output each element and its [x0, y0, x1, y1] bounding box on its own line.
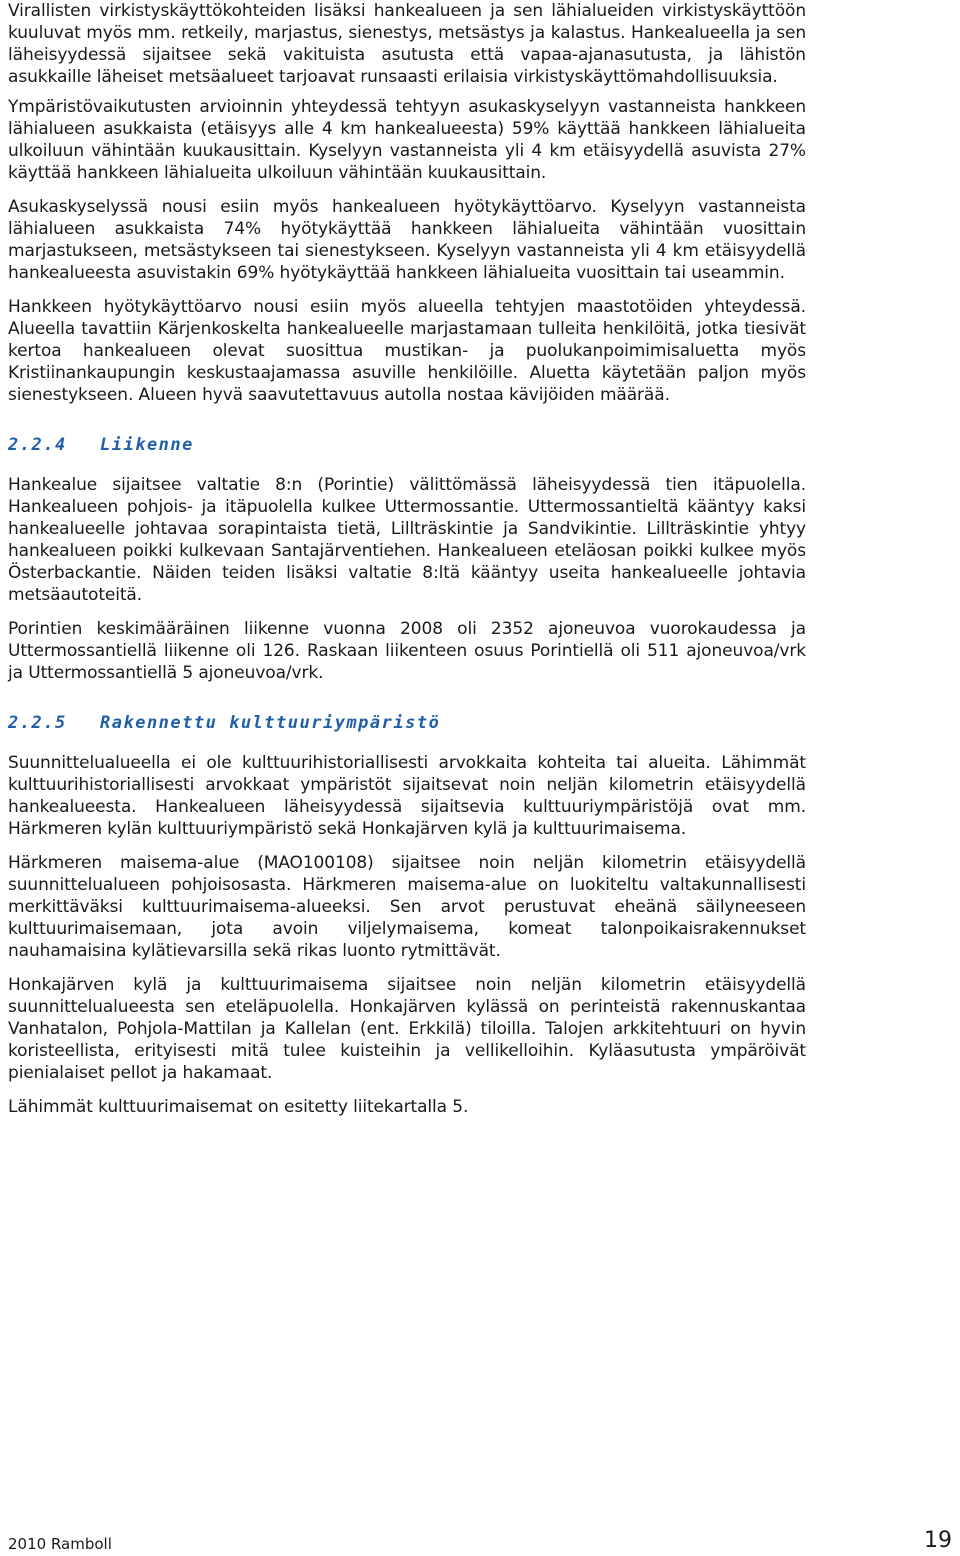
page-number: 19	[924, 1528, 952, 1553]
section-title: Rakennettu kulttuuriympäristö	[100, 713, 441, 733]
footer-company: 2010 Ramboll	[8, 1535, 112, 1553]
section-title: Liikenne	[100, 435, 194, 455]
section-number: 2.2.4	[8, 435, 67, 455]
paragraph: Suunnittelualueella ei ole kulttuurihistoriallisesti arvokkaita kohteita tai alueita. Lähimmät kulttuurihistoriallisesti arvokkaat ympäristöt sijaitsevat noin neljän kilometrin etäisyydellä hankealueesta. Hankealueen läheisyydessä sijaitsevia kulttuuriympäristöjä ovat mm. Härkmeren kylän kulttuuriympäristö sekä Honkajärven kylä ja kulttuurimaisema.	[8, 753, 806, 839]
section-heading-liikenne	[8, 434, 806, 456]
paragraph: Härkmeren maisema-alue (MAO100108) sijaitsee noin neljän kilometrin etäisyydellä suunnittelualueen pohjoisosasta. Härkmeren maisema-alue on luokiteltu valtakunnallisesti merkittäväksi kulttuurimaisema-alueeksi. Sen arvot perustuvat eheänä säilyneeseen kulttuurimaisemaan, jota avoin viljelymaisema, komeat talonpoikaisrakennukset nauhamaisina kylätievarsilla sekä rikas luonto rytmittävät.	[8, 853, 806, 961]
paragraph: Porintien keskimääräinen liikenne vuonna 2008 oli 2352 ajoneuvoa vuorokaudessa ja Uttermossantiellä liikenne oli 126. Raskaan liikenteen osuus Porintiellä oli 511 ajoneuvoa/vrk ja Uttermossantiellä 5 ajoneuvoa/vrk.	[8, 619, 806, 683]
document-body	[8, 0, 806, 1130]
paragraph: Ympäristövaikutusten arvioinnin yhteydessä tehtyyn asukaskyselyyn vastanneista hankkeen lähialueen asukkaista (etäisyys alle 4 km hankealueesta) 59% käyttää hankkeen lähialueita ulkoiluun vähintään kuukausittain. Kyselyyn vastanneista yli 4 km etäisyydellä asuvista 27% käyttää hankkeen lähialueita ulkoiluun vähintään kuukausittain.	[8, 97, 806, 183]
paragraph: Honkajärven kylä ja kulttuurimaisema sijaitsee noin neljän kilometrin etäisyydellä suunnittelualueesta sen eteläpuolella. Honkajärven kylässä on perinteistä rakennuskantaa Vanhatalon, Pohjola-Mattilan ja Kallelan (ent. Erkkilä) tiloilla. Talojen arkkitehtuuri on hyvin koristeellista, erityisesti mitä tulee kuisteihin ja vellikelloihin. Kyläasutusta ympäröivät pienialaiset pellot ja hakamaat.	[8, 975, 806, 1083]
paragraph: Asukaskyselyssä nousi esiin myös hankealueen hyötykäyttöarvo. Kyselyyn vastanneista lähialueen asukkaista 74% hyötykäyttää hankkeen lähialueita vähintään vuosittain marjastukseen, metsästykseen tai sienestykseen. Kyselyyn vastanneista yli 4 km etäisyydellä hankealueesta asuvistakin 69% hyötykäyttää hankkeen lähialueita vuosittain tai useammin.	[8, 197, 806, 283]
section-heading-kulttuuri	[8, 712, 806, 734]
paragraph: Lähimmät kulttuurimaisemat on esitetty liitekartalla 5.	[8, 1097, 469, 1117]
paragraph: Virallisten virkistyskäyttökohteiden lisäksi hankealueen ja sen lähialueiden virkistyskäyttöön kuuluvat myös mm. retkeily, marjastus, sienestys, metsästys ja kalastus. Hankealueella ja sen läheisyydessä sijaitsee sekä vakituista asutusta että vapaa-ajanasutusta, ja lähistön asukkaille läheiset metsäalueet tarjoavat runsaasti erilaisia virkistyskäyttömahdollisuuksia.	[8, 1, 806, 87]
paragraph: Hankkeen hyötykäyttöarvo nousi esiin myös alueella tehtyjen maastotöiden yhteydessä. Alueella tavattiin Kärjenkoskelta hankealueelle marjastamaan tulleita henkilöitä, jotka tiesivät kertoa hankealueen olevat suosittua mustikan- ja puolukanpoimimisaluetta myös Kristiinankaupungin keskustaajamassa asuville henkilöille. Aluetta käytetään paljon myös sienestykseen. Alueen hyvä saavutettavuus autolla nostaa kävijöiden määrää.	[8, 297, 806, 405]
section-number: 2.2.5	[8, 713, 67, 733]
paragraph: Hankealue sijaitsee valtatie 8:n (Porintie) välittömässä läheisyydessä tien itäpuolella. Hankealueen pohjois- ja itäpuolella kulkee Uttermossantie. Uttermossantieltä kääntyy kaksi hankealueelle johtavaa sorapintaista tietä, Lillträskintie ja Sandvikintie. Lillträskintie yhtyy hankealueen poikki kulkevaan Santajärventiehen. Hankealueen eteläosan poikki kulkee myös Österbackantie. Näiden teiden lisäksi valtatie 8:ltä kääntyy useita hankealueelle johtavia metsäautoteitä.	[8, 475, 806, 605]
